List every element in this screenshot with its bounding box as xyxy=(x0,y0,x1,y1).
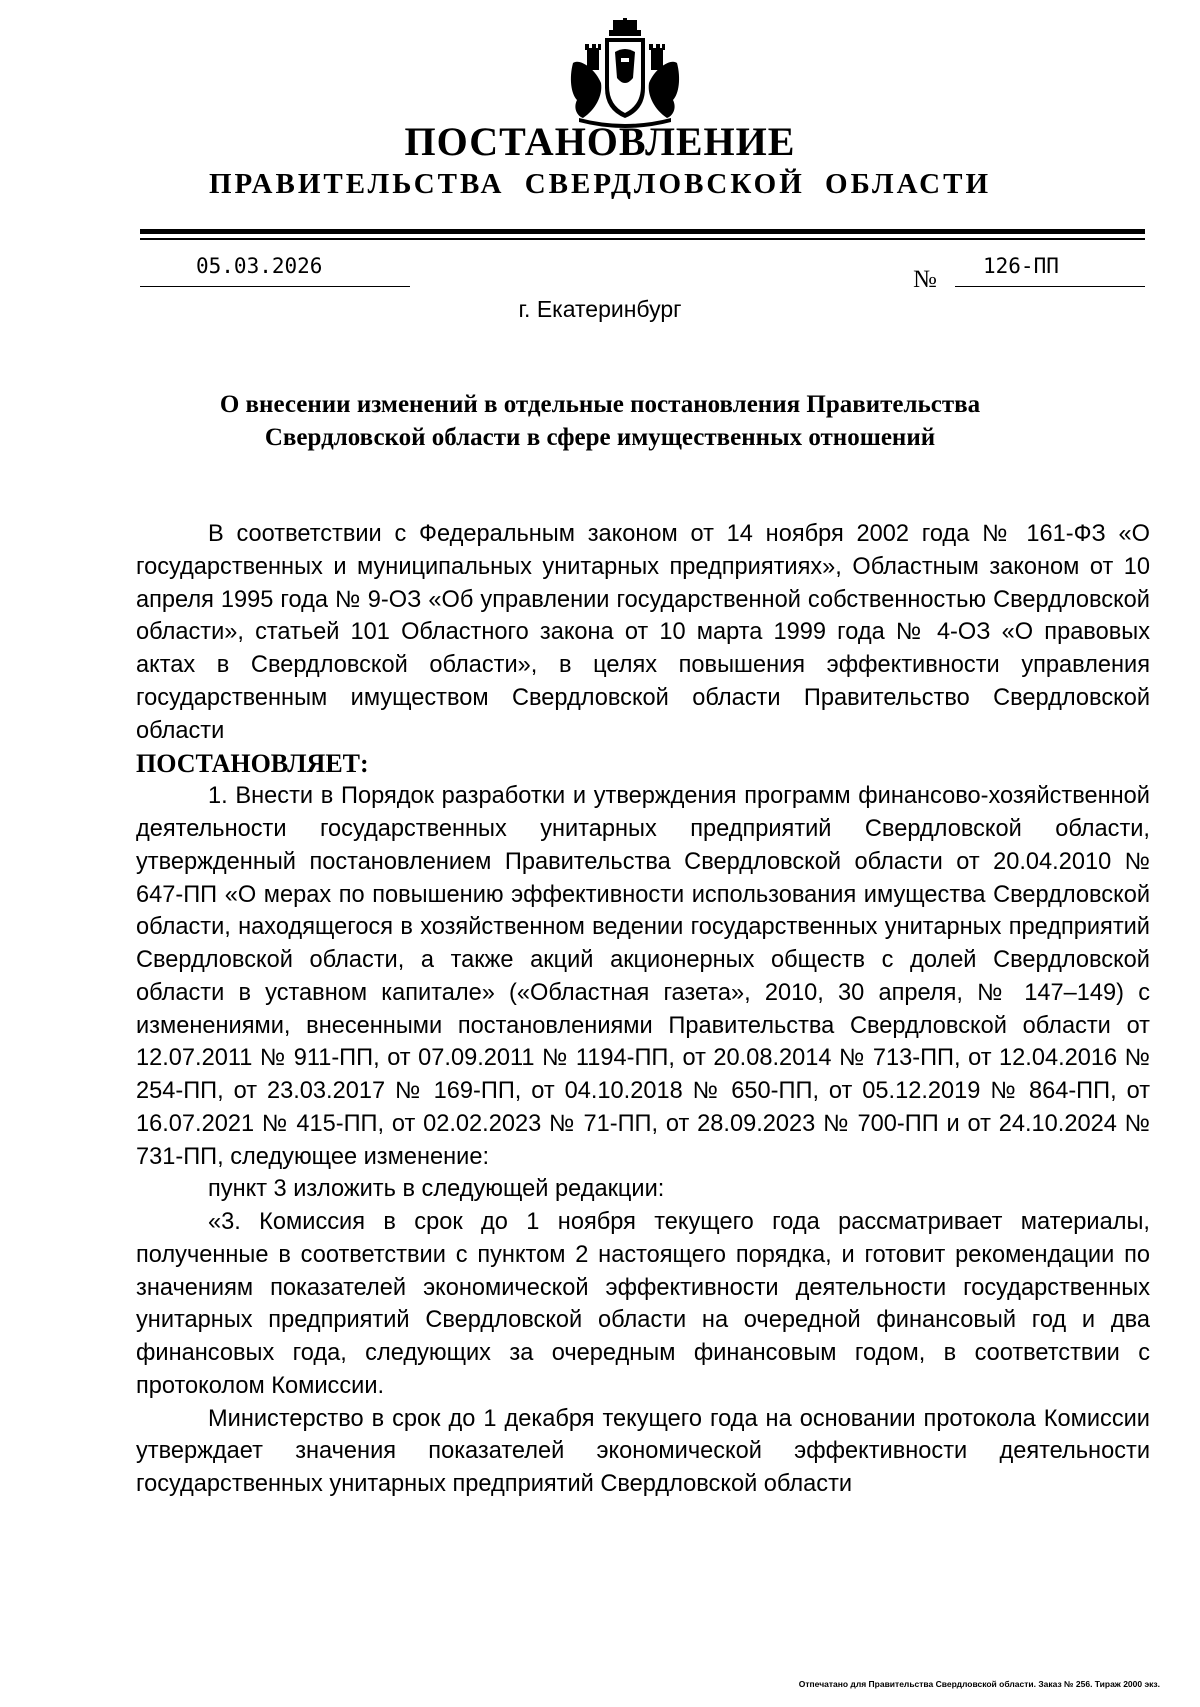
document-city: г. Екатеринбург xyxy=(518,296,682,322)
coat-of-arms-icon xyxy=(565,18,685,128)
document-body xyxy=(136,518,1150,1501)
document-title: ПОСТАНОВЛЕНИЕ xyxy=(404,119,796,164)
item-1-paragraph: 1. Внести в Порядок разработки и утверждения программ финансово-хозяйственной деятельности государственных унитарных предприятий Свердловской области, утвержденный постановлением Правительства Свердловской области от 20.04.2010 № 647-ПП «О мерах по повышению эффективности использования имущества Свердловской области, находящегося в хозяйственном ведении государственных унитарных предприятий Свердловской области, а также акций акционерных обществ с долей Свердловской области в уставном капитале» («Областная газета», 2010, 30 апреля, № 147–149) с изменениями, внесенными постановлениями Правительства Свердловской области от 12.07.2011 № 911-ПП, от 07.09.2011 № 1194-ПП, от 20.08.2014 № 713-ПП, от 12.04.2016 № 254-ПП, от 23.03.2017 № 169-ПП, от 04.10.2018 № 650-ПП, от 05.12.2019 № 864-ПП, от 16.07.2021 № 415-ПП, от 02.02.2023 № 71-ПП, от 28.09.2023 № 700-ПП и от 24.10.2024 № 731-ПП, следующее изменение: xyxy=(136,783,1150,1170)
document-heading: О внесении изменений в отдельные постановления Правительства Свердловской области в сфере имущественных отношений xyxy=(219,391,981,451)
quote-paragraph-2: Министерство в срок до 1 декабря текущего года на основании протокола Комиссии утверждает значения показателей экономической эффективности деятельности государственных унитарных предприятий Свердловской области xyxy=(136,1405,1150,1497)
decree-word: ПОСТАНОВЛЯЕТ: xyxy=(136,749,369,779)
quote-paragraph-1: «3. Комиссия в срок до 1 ноября текущего года рассматривает материалы, полученные в соответствии с пунктом 2 настоящего порядка, и готовит рекомендации по значениям показателей экономической эффективности деятельности государственных унитарных предприятий Свердловской области на очередной финансовый год и два финансовых года, следующих за очередным финансовым годом, в соответствии с протоколом Комиссии. xyxy=(136,1209,1150,1399)
document-date: 05.03.2026 xyxy=(196,254,323,278)
preamble-paragraph: В соответствии с Федеральным законом от 14 ноября 2002 года № 161-ФЗ «О государственных и муниципальных унитарных предприятиях», Областным законом от 10 апреля 1995 года № 9-ОЗ «Об управлении государственной собственностью Свердловской области», статьей 101 Областного закона от 10 марта 1999 года № 4-ОЗ «О правовых актах в Свердловской области», в целях повышения эффективности управления государственным имуществом Свердловской области Правительство Свердловской области xyxy=(136,521,1150,744)
document-subtitle: ПРАВИТЕЛЬСТВА СВЕРДЛОВСКОЙ ОБЛАСТИ xyxy=(208,168,992,200)
document-number: 126-ПП xyxy=(983,254,1059,278)
header-divider-thin xyxy=(140,238,1145,240)
number-underline xyxy=(955,286,1145,287)
item-1-subparagraph: пункт 3 изложить в следующей редакции: xyxy=(208,1176,665,1203)
print-footer: Отпечатано для Правительства Свердловской области. Заказ № 256. Тираж 2000 экз. xyxy=(798,1679,1160,1689)
date-underline xyxy=(140,286,410,287)
number-sign: № xyxy=(913,266,937,293)
header-divider xyxy=(140,229,1145,234)
